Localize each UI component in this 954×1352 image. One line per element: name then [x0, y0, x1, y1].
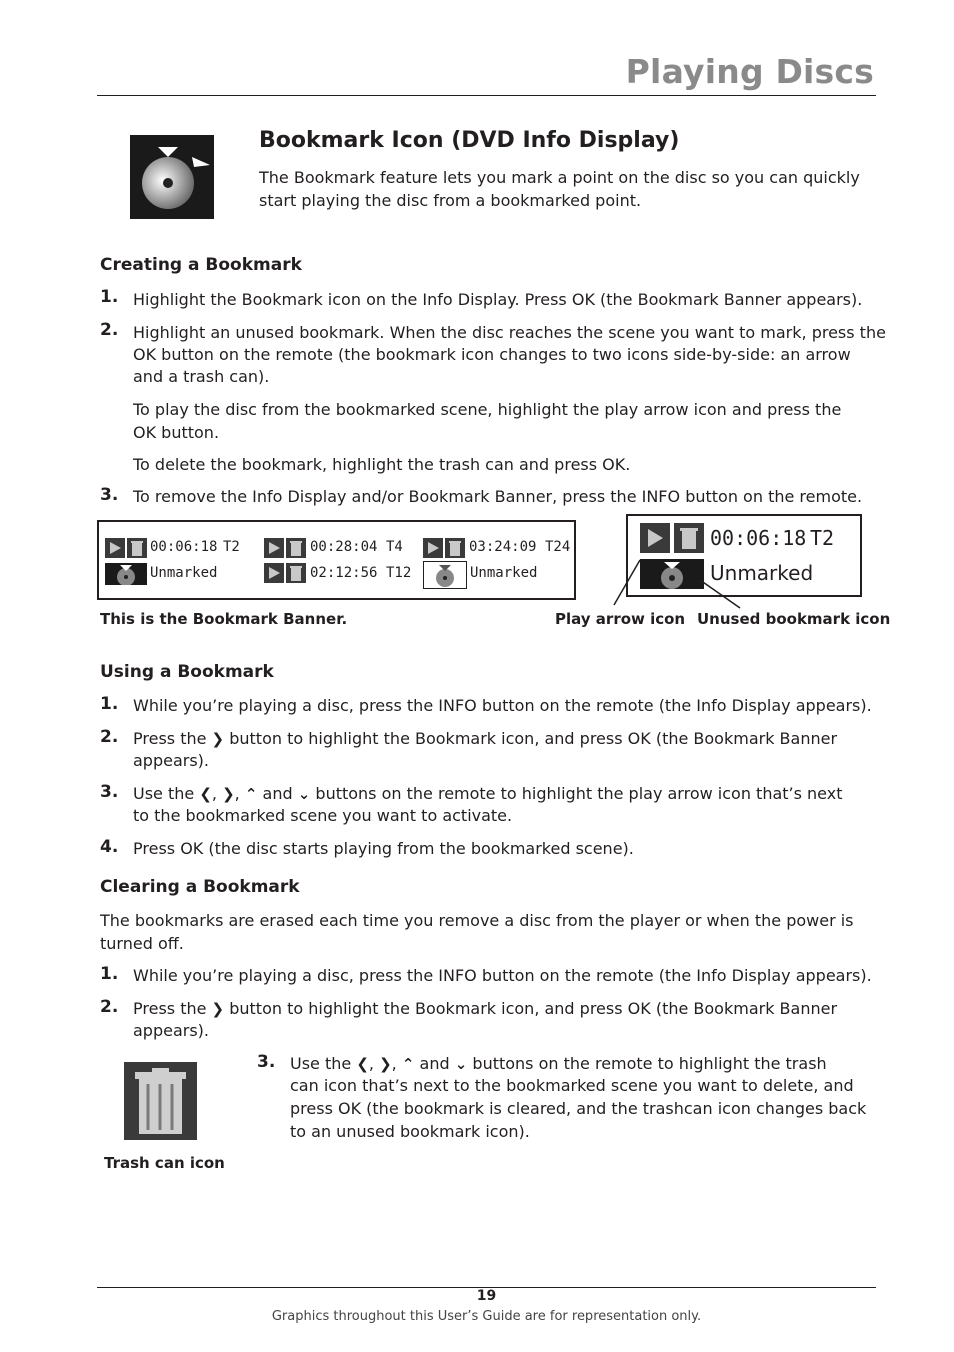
down-arrow-icon: ⌄ [454, 1055, 468, 1073]
trash-can-icon [127, 538, 147, 558]
right-arrow-icon: ❯ [379, 1055, 392, 1073]
play-note-line-2: OK button. [133, 423, 220, 442]
clearing-intro-line-1: The bookmarks are erased each time you remove a disc from the player or when the power is [100, 911, 854, 930]
unused-bookmark-icon [105, 563, 147, 585]
step-text: Use the [290, 1054, 352, 1073]
creating-step-1: Highlight the Bookmark icon on the Info Display. Press OK (the Bookmark Banner appears). [133, 290, 863, 309]
step-text: button to highlight the Bookmark icon, and press OK (the Bookmark Banner [229, 999, 838, 1018]
step-number: 4. [100, 837, 119, 857]
bookmark-status: Unmarked [710, 561, 814, 585]
bookmark-title: T2 [810, 526, 835, 550]
clearing-step-2-line-1 [133, 997, 837, 1021]
using-step-1: While you’re playing a disc, press the INFO button on the remote (the Info Display appears). [133, 696, 872, 715]
bookmark-title: T4 [386, 539, 403, 555]
clearing-heading: Clearing a Bookmark [100, 877, 300, 897]
step-number: 3. [100, 485, 119, 505]
step-text: and [419, 1054, 450, 1073]
page-title: Playing Discs [625, 52, 874, 91]
bookmark-title: T2 [223, 539, 240, 555]
delete-note: To delete the bookmark, highlight the trash can and press OK. [133, 455, 631, 474]
left-arrow-icon: ❮ [356, 1055, 369, 1073]
bookmark-time: 00:06:18 [150, 539, 218, 555]
up-arrow-icon: ⌃ [401, 1055, 415, 1073]
step-text: and [262, 784, 293, 803]
callout-lines [600, 550, 760, 610]
step-number: 1. [100, 287, 119, 307]
creating-step-2-line-1: Highlight an unused bookmark. When the disc reaches the scene you want to mark, press the [133, 323, 886, 342]
bookmark-time: 02:12:56 [310, 565, 378, 581]
step-text: Press the [133, 729, 207, 748]
creating-heading: Creating a Bookmark [100, 255, 302, 275]
play-arrow-icon [264, 563, 284, 583]
play-arrow-icon [640, 523, 670, 553]
play-arrow-icon [423, 538, 443, 558]
creating-step-2-line-2: OK button on the remote (the bookmark icon changes to two icons side-by-side: an arrow [133, 345, 851, 364]
step-number: 1. [100, 964, 119, 984]
section-heading: Bookmark Icon (DVD Info Display) [259, 128, 680, 153]
clearing-step-1: While you’re playing a disc, press the INFO button on the remote (the Info Display appears). [133, 966, 872, 985]
step-number: 2. [100, 997, 119, 1017]
separator: , [211, 784, 217, 803]
bookmark-icon [130, 135, 214, 219]
step-text: buttons on the remote to highlight the trash [472, 1054, 827, 1073]
bookmark-banner [97, 520, 576, 600]
bookmark-status: Unmarked [150, 565, 218, 581]
clearing-intro-line-2: turned off. [100, 934, 184, 953]
using-step-2-line-1 [133, 727, 837, 751]
intro-line-1: The Bookmark feature lets you mark a point on the disc so you can quickly [259, 168, 860, 187]
separator: , [234, 784, 240, 803]
play-arrow-caption: Play arrow icon [555, 610, 686, 628]
step-number: 2. [100, 320, 119, 340]
step-number: 3. [257, 1052, 276, 1072]
banner-caption: This is the Bookmark Banner. [100, 610, 348, 628]
clearing-step-3-line-2: can icon that’s next to the bookmarked scene you want to delete, and [290, 1076, 854, 1095]
trash-can-icon [286, 563, 306, 583]
step-text: Press the [133, 999, 207, 1018]
bookmark-time: 00:06:18 [710, 526, 807, 550]
clearing-step-3-line-3: press OK (the bookmark is cleared, and the trashcan icon changes back [290, 1099, 867, 1118]
footer-note: Graphics throughout this User’s Guide are for representation only. [271, 1309, 702, 1324]
using-step-2-line-2: appears). [133, 751, 210, 770]
play-note-line-1: To play the disc from the bookmarked scene, highlight the play arrow icon and press the [133, 400, 842, 419]
up-arrow-icon: ⌃ [244, 785, 258, 803]
left-arrow-icon: ❮ [199, 785, 212, 803]
step-number: 1. [100, 694, 119, 714]
clearing-step-3-line-4: to an unused bookmark icon). [290, 1122, 530, 1141]
down-arrow-icon: ⌄ [297, 785, 311, 803]
using-step-4: Press OK (the disc starts playing from the bookmarked scene). [133, 839, 634, 858]
using-step-3-line-1 [133, 782, 842, 806]
page-number: 19 [476, 1288, 497, 1304]
step-text: button to highlight the Bookmark icon, and press OK (the Bookmark Banner [229, 729, 838, 748]
header-rule [97, 95, 876, 96]
trash-can-icon [674, 523, 704, 553]
step-number: 3. [100, 782, 119, 802]
step-text: buttons on the remote to highlight the play arrow icon that’s next [315, 784, 843, 803]
trash-can-icon [445, 538, 465, 558]
trash-can-caption: Trash can icon [104, 1154, 225, 1172]
bookmark-status: Unmarked [470, 565, 538, 581]
using-step-3-line-2: to the bookmarked scene you want to activate. [133, 806, 513, 825]
step-number: 2. [100, 727, 119, 747]
bookmark-time: 00:28:04 [310, 539, 378, 555]
right-arrow-icon: ❯ [211, 730, 225, 748]
right-arrow-icon: ❯ [222, 785, 235, 803]
using-heading: Using a Bookmark [100, 662, 274, 682]
unused-bookmark-caption: Unused bookmark icon [697, 610, 891, 628]
trash-can-icon [286, 538, 306, 558]
separator: , [368, 1054, 374, 1073]
step-text: Use the [133, 784, 195, 803]
clearing-step-2-line-2: appears). [133, 1021, 210, 1040]
play-arrow-icon [264, 538, 284, 558]
bookmark-title: T12 [386, 565, 412, 581]
bookmark-title: T24 [545, 539, 571, 555]
right-arrow-icon: ❯ [211, 1000, 225, 1018]
play-arrow-icon [105, 538, 125, 558]
creating-step-2-line-3: and a trash can). [133, 367, 270, 386]
bookmark-time: 03:24:09 [469, 539, 537, 555]
trash-can-icon [124, 1062, 197, 1140]
clearing-step-3-line-1 [290, 1052, 827, 1076]
creating-step-3: To remove the Info Display and/or Bookmark Banner, press the INFO button on the remote. [133, 487, 863, 506]
separator: , [391, 1054, 397, 1073]
unused-bookmark-icon-highlighted [423, 561, 467, 589]
intro-line-2: start playing the disc from a bookmarked point. [259, 191, 642, 210]
